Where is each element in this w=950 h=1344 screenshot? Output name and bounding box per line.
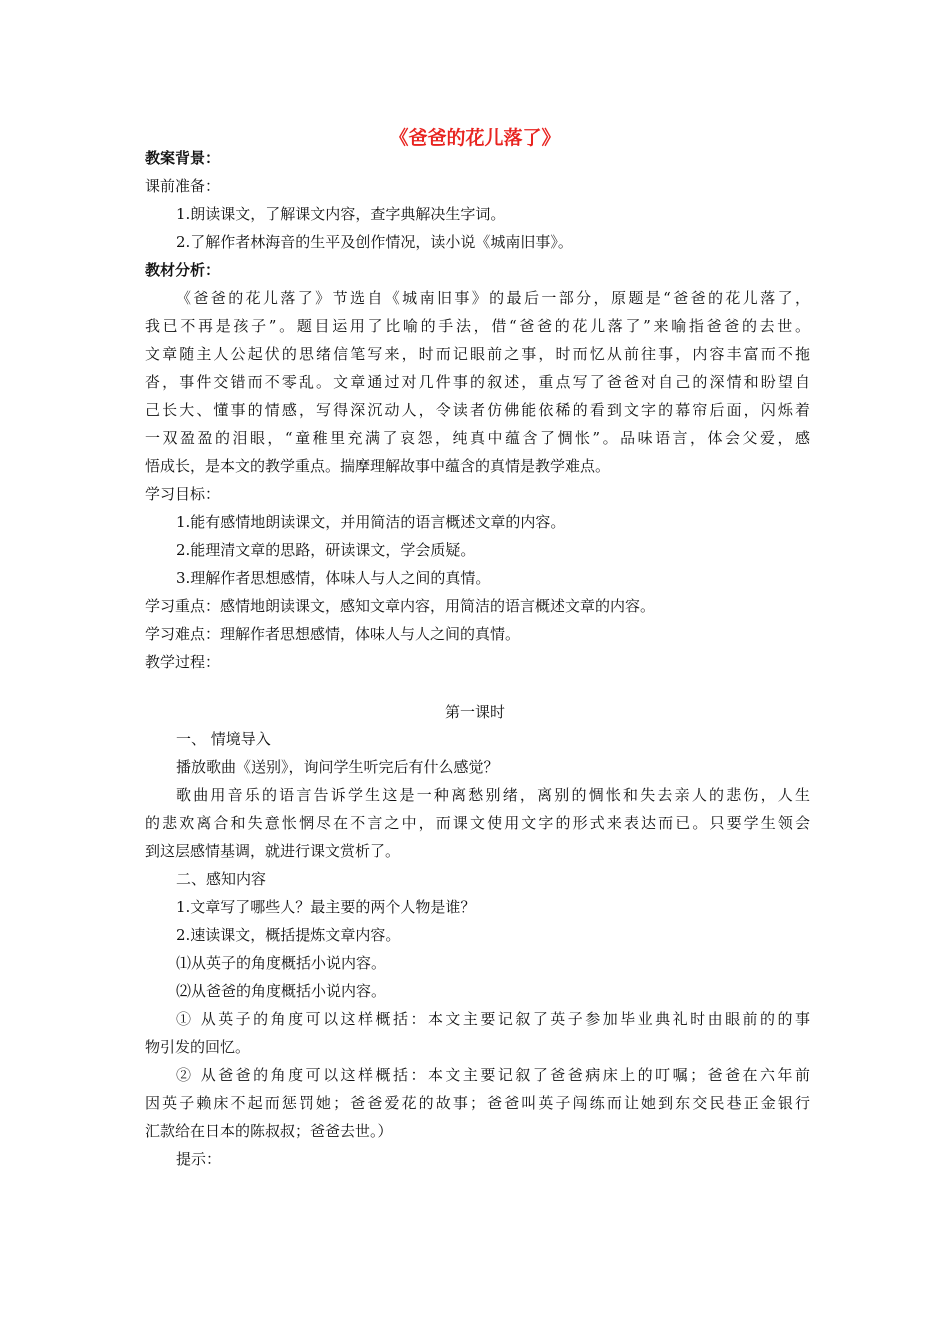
question-item: 2.速读课文，概括提炼文章内容。 bbox=[176, 926, 401, 944]
goal-item: 3.理解作者思想感情，体味人与人之间的真情。 bbox=[176, 569, 491, 587]
section-title: 一、 情境导入 bbox=[176, 730, 271, 748]
analysis-line: 悟成长，是本文的教学重点。揣摩理解故事中蕴含的真情是教学难点。 bbox=[145, 457, 611, 475]
analysis-line: 沓，事件交错而不零乱。文章通过对几件事的叙述，重点写了爸爸对自己的深情和盼望自 bbox=[145, 373, 810, 391]
difficulty: 学习难点：理解作者思想感情，体味人与人之间的真情。 bbox=[145, 625, 521, 643]
analysis-line: 《爸爸的花儿落了》节选自《城南旧事》的最后一部分，原题是“爸爸的花儿落了， bbox=[176, 289, 810, 307]
question-item: ⑴从英子的角度概括小说内容。 bbox=[176, 954, 387, 972]
section-para-line: 歌曲用音乐的语言告诉学生这是一种离愁别绪，离别的惆怅和失去亲人的悲伤，人生 bbox=[176, 786, 810, 804]
goals-label: 学习目标： bbox=[145, 485, 221, 503]
process-label: 教学过程： bbox=[145, 653, 221, 671]
answer-line: ① 从英子的角度可以这样概括：本文主要记叙了英子参加毕业典礼时由眼前的的事 bbox=[176, 1010, 810, 1028]
key-point: 学习重点：感情地朗读课文，感知文章内容，用简洁的语言概述文章的内容。 bbox=[145, 597, 656, 615]
analysis-line: 一双盈盈的泪眼，“童稚里充满了哀怨，纯真中蕴含了惆怅”。品味语言，体会父爱，感 bbox=[145, 429, 810, 447]
document-title: 《爸爸的花儿落了》 bbox=[389, 127, 561, 149]
background-heading: 教案背景： bbox=[145, 149, 221, 167]
goal-item: 1.能有感情地朗读课文，并用简洁的语言概述文章的内容。 bbox=[176, 513, 566, 531]
hint-label: 提示： bbox=[176, 1150, 222, 1168]
question-item: 1.文章写了哪些人？最主要的两个人物是谁？ bbox=[176, 898, 476, 916]
goal-item: 2.能理清文章的思路，研读课文，学会质疑。 bbox=[176, 541, 476, 559]
answer-line: 物引发的回忆。 bbox=[145, 1038, 251, 1056]
answer-line: ② 从爸爸的角度可以这样概括：本文主要记叙了爸爸病床上的叮嘱；爸爸在六年前 bbox=[176, 1066, 810, 1084]
section-text: 播放歌曲《送别》，询问学生听完后有什么感觉？ bbox=[176, 758, 499, 776]
prep-item: 1.朗读课文，了解课文内容，查字典解决生字词。 bbox=[176, 205, 506, 223]
answer-line: 汇款给在日本的陈叔叔；爸爸去世。） bbox=[145, 1122, 393, 1140]
lesson-heading: 第一课时 bbox=[444, 703, 505, 721]
analysis-line: 文章随主人公起伏的思绪信笔写来，时而记眼前之事，时而忆从前往事，内容丰富而不拖 bbox=[145, 345, 810, 363]
analysis-heading: 教材分析： bbox=[145, 261, 221, 279]
prep-item: 2.了解作者林海音的生平及创作情况，读小说《城南旧事》。 bbox=[176, 233, 573, 251]
analysis-line: 我已不再是孩子”。题目运用了比喻的手法，借“爸爸的花儿落了”来喻指爸爸的去世。 bbox=[145, 317, 810, 335]
section-para-line: 到这层感情基调，就进行课文赏析了。 bbox=[145, 842, 401, 860]
section-para-line: 的悲欢离合和失意怅惘尽在不言之中，而课文使用文字的形式来表达而已。只要学生领会 bbox=[145, 814, 810, 832]
analysis-line: 己长大、懂事的情感，写得深沉动人，令读者仿佛能依稀的看到文字的幕帘后面，闪烁着 bbox=[145, 401, 810, 419]
answer-line: 因英子赖床不起而惩罚她；爸爸爱花的故事；爸爸叫英子闯练而让她到东交民巷正金银行 bbox=[145, 1094, 810, 1112]
question-item: ⑵从爸爸的角度概括小说内容。 bbox=[176, 982, 387, 1000]
prep-label: 课前准备： bbox=[145, 177, 221, 195]
section-title: 二、感知内容 bbox=[176, 870, 267, 888]
